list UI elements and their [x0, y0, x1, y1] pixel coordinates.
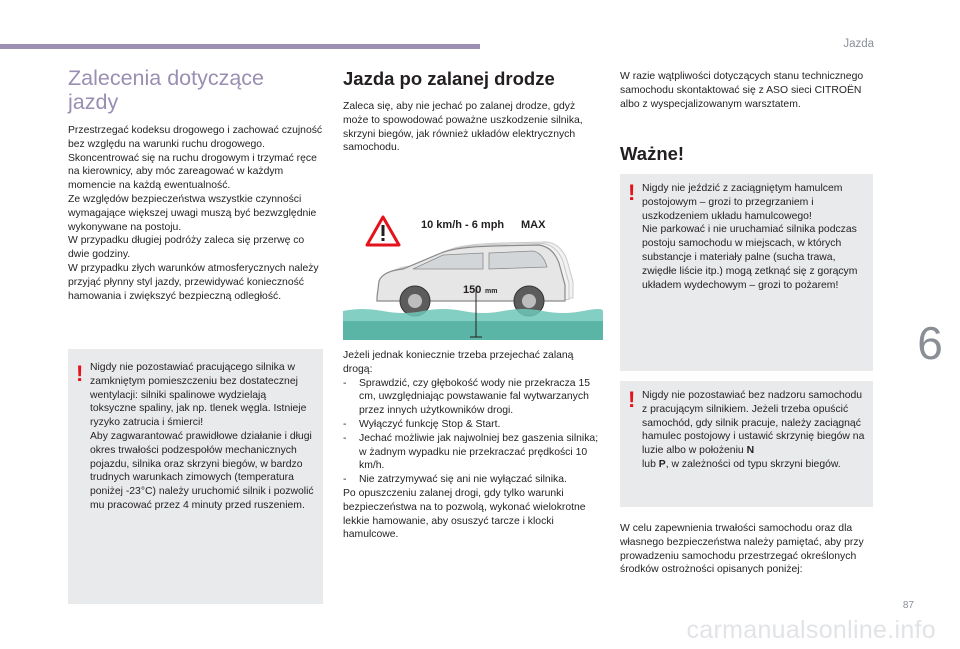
list-item: - Nie zatrzymywać się ani nie wyłączać silnika. — [343, 474, 567, 486]
safety-note — [620, 522, 870, 577]
warning-text — [90, 361, 315, 513]
warning-icon: ! — [628, 180, 636, 205]
lead-paragraph: Jeżeli jednak koniecznie trzeba przejechać zalaną drogą: — [343, 350, 574, 375]
page-number: 87 — [902, 600, 914, 611]
flooded-road-illustration — [343, 205, 603, 340]
depth-value: 150 — [463, 284, 482, 296]
section-label: Jazda — [843, 38, 874, 50]
list-item: - Jechać możliwie jak najwolniej bez gaszenia silnika; w żadnym wypadku nie przekraczać prędkości 10 km/h. — [343, 432, 599, 472]
paragraph: W przypadku złych warunków atmosferycznych należy przyjąć płynny styl jazdy, przewidywać konieczność hamowania i zwiększyć bezpieczną odległość. — [68, 262, 319, 302]
important-heading: Ważne! — [620, 143, 685, 164]
list-item: - Sprawdzić, czy głębokość wody nie przekracza 15 cm, uwzględniając powstawanie fal wytwarzanych przez innych użytkowników drogi. — [343, 377, 591, 417]
intro-paragraph: W razie wątpliwości dotyczących stanu technicznego samochodu skontaktować się z ASO sieci CITROËN albo z wyspecjalizowanym warsztatem. — [620, 71, 864, 110]
paragraph: Skoncentrować się na ruchu drogowym i trzymać ręce na kierownicy, aby móc zareagować w każdym momencie na każdą ewentualność. — [68, 152, 317, 192]
depth-unit: mm — [485, 288, 498, 295]
driving-recommendations — [68, 124, 326, 303]
intro-paragraph: Zaleca się, aby nie jechać po zalanej drodze, gdyż może to spowodować poważne uszkodzenie silnika, skrzyni biegów, jak również układów elektrycznych samochodu. — [343, 101, 583, 154]
warning-paragraph: Aby zagwarantować prawidłowe działanie i długi okres trwałości podzespołów mechanicznych pojazdu, silnika oraz skrzyni biegów, w bardzo trudnych warunkach zimowych (temperatura poniżej -23°C) należy uruchomić silnik i pozwolić mu pracować przez 4 minuty przed ruszeniem. — [90, 430, 314, 511]
paragraph: W przypadku długiej podróży zaleca się przerwę co dwie godziny. — [68, 235, 305, 261]
watermark: carmanualsonline.info — [686, 616, 936, 644]
warning-text — [642, 389, 865, 472]
list-item: - Wyłączyć funkcję Stop & Start. — [343, 418, 501, 430]
paragraph: Przestrzegać kodeksu drogowego i zachować czujność bez względu na warunki ruchu drogowego. — [68, 125, 323, 150]
outro-paragraph: Po opuszczeniu zalanej drogi, gdy tylko warunki bezpieczeństwa na to pozwolą, wykonać wielokrotne lekkie hamowanie, aby osuszyć tarcze i klocki hamulcowe. — [343, 487, 586, 541]
warning-paragraph: Nigdy nie pozostawiać pracującego silnika w zamkniętym pomieszczeniu bez dostatecznej wentylacji: silniki spalinowe wydzielają toksyczne spaliny, jak np. tlenek węgla. Istnieje ryzyko zatrucia i śmierci! — [90, 362, 307, 429]
warning-paragraph: Nigdy nie pozostawiać bez nadzoru samochodu z pracującym silnikiem. Jeżeli trzeba opuścić samochód, gdy silnik pracuje, należy zaciągnąć hamulec postojowy i ustawić skrzynię biegów na luzie albo w położeniu N lub P, w zależności od typu skrzyni biegów. — [642, 390, 865, 470]
section-heading-flooded-road: Jazda po zalanej drodze — [343, 68, 555, 89]
max-label: MAX — [521, 219, 546, 231]
warning-box-unattended — [620, 381, 873, 507]
chapter-number: 6 — [917, 317, 943, 369]
warning-paragraph: Nigdy nie jeździć z zaciągniętym hamulcem postojowym – grozi to przegrzaniem i uszkodzeniem układu hamulcowego! — [642, 183, 843, 222]
outro-paragraph: W celu zapewnienia trwałości samochodu oraz dla własnego bezpieczeństwa należy pamiętać, aby przy prowadzeniu samochodu przestrzegać określonych środków ostrożności opisanych poniżej: — [620, 523, 864, 576]
header-bar — [0, 44, 480, 49]
workshop-contact — [620, 70, 870, 111]
speed-limit-label: 10 km/h - 6 mph — [421, 219, 505, 231]
warning-text — [642, 182, 865, 292]
chapter-tab — [908, 317, 960, 369]
warning-paragraph: Nie parkować i nie uruchamiać silnika podczas postoju samochodu w miejscach, w których substancje i materiały palne (sucha trawa, zwiędłe liście itp.) mogą zetknąć się z gorącym układem wydechowym – grozi to pożarem! — [642, 224, 858, 291]
flooded-road-intro — [343, 100, 603, 155]
warning-box-ventilation — [68, 349, 323, 604]
paragraph: Ze względów bezpieczeństwa wszystkie czynności wymagające większej uwagi muszą być bezwzględnie wykonywane na postoju. — [68, 193, 317, 233]
car-in-water-svg — [343, 205, 603, 340]
page-title: Zalecenia dotyczące jazdy — [68, 66, 264, 114]
warning-box-parking-brake — [620, 174, 873, 371]
warning-icon: ! — [76, 361, 84, 386]
flooded-road-instructions — [343, 349, 603, 542]
warning-icon: ! — [628, 387, 636, 412]
